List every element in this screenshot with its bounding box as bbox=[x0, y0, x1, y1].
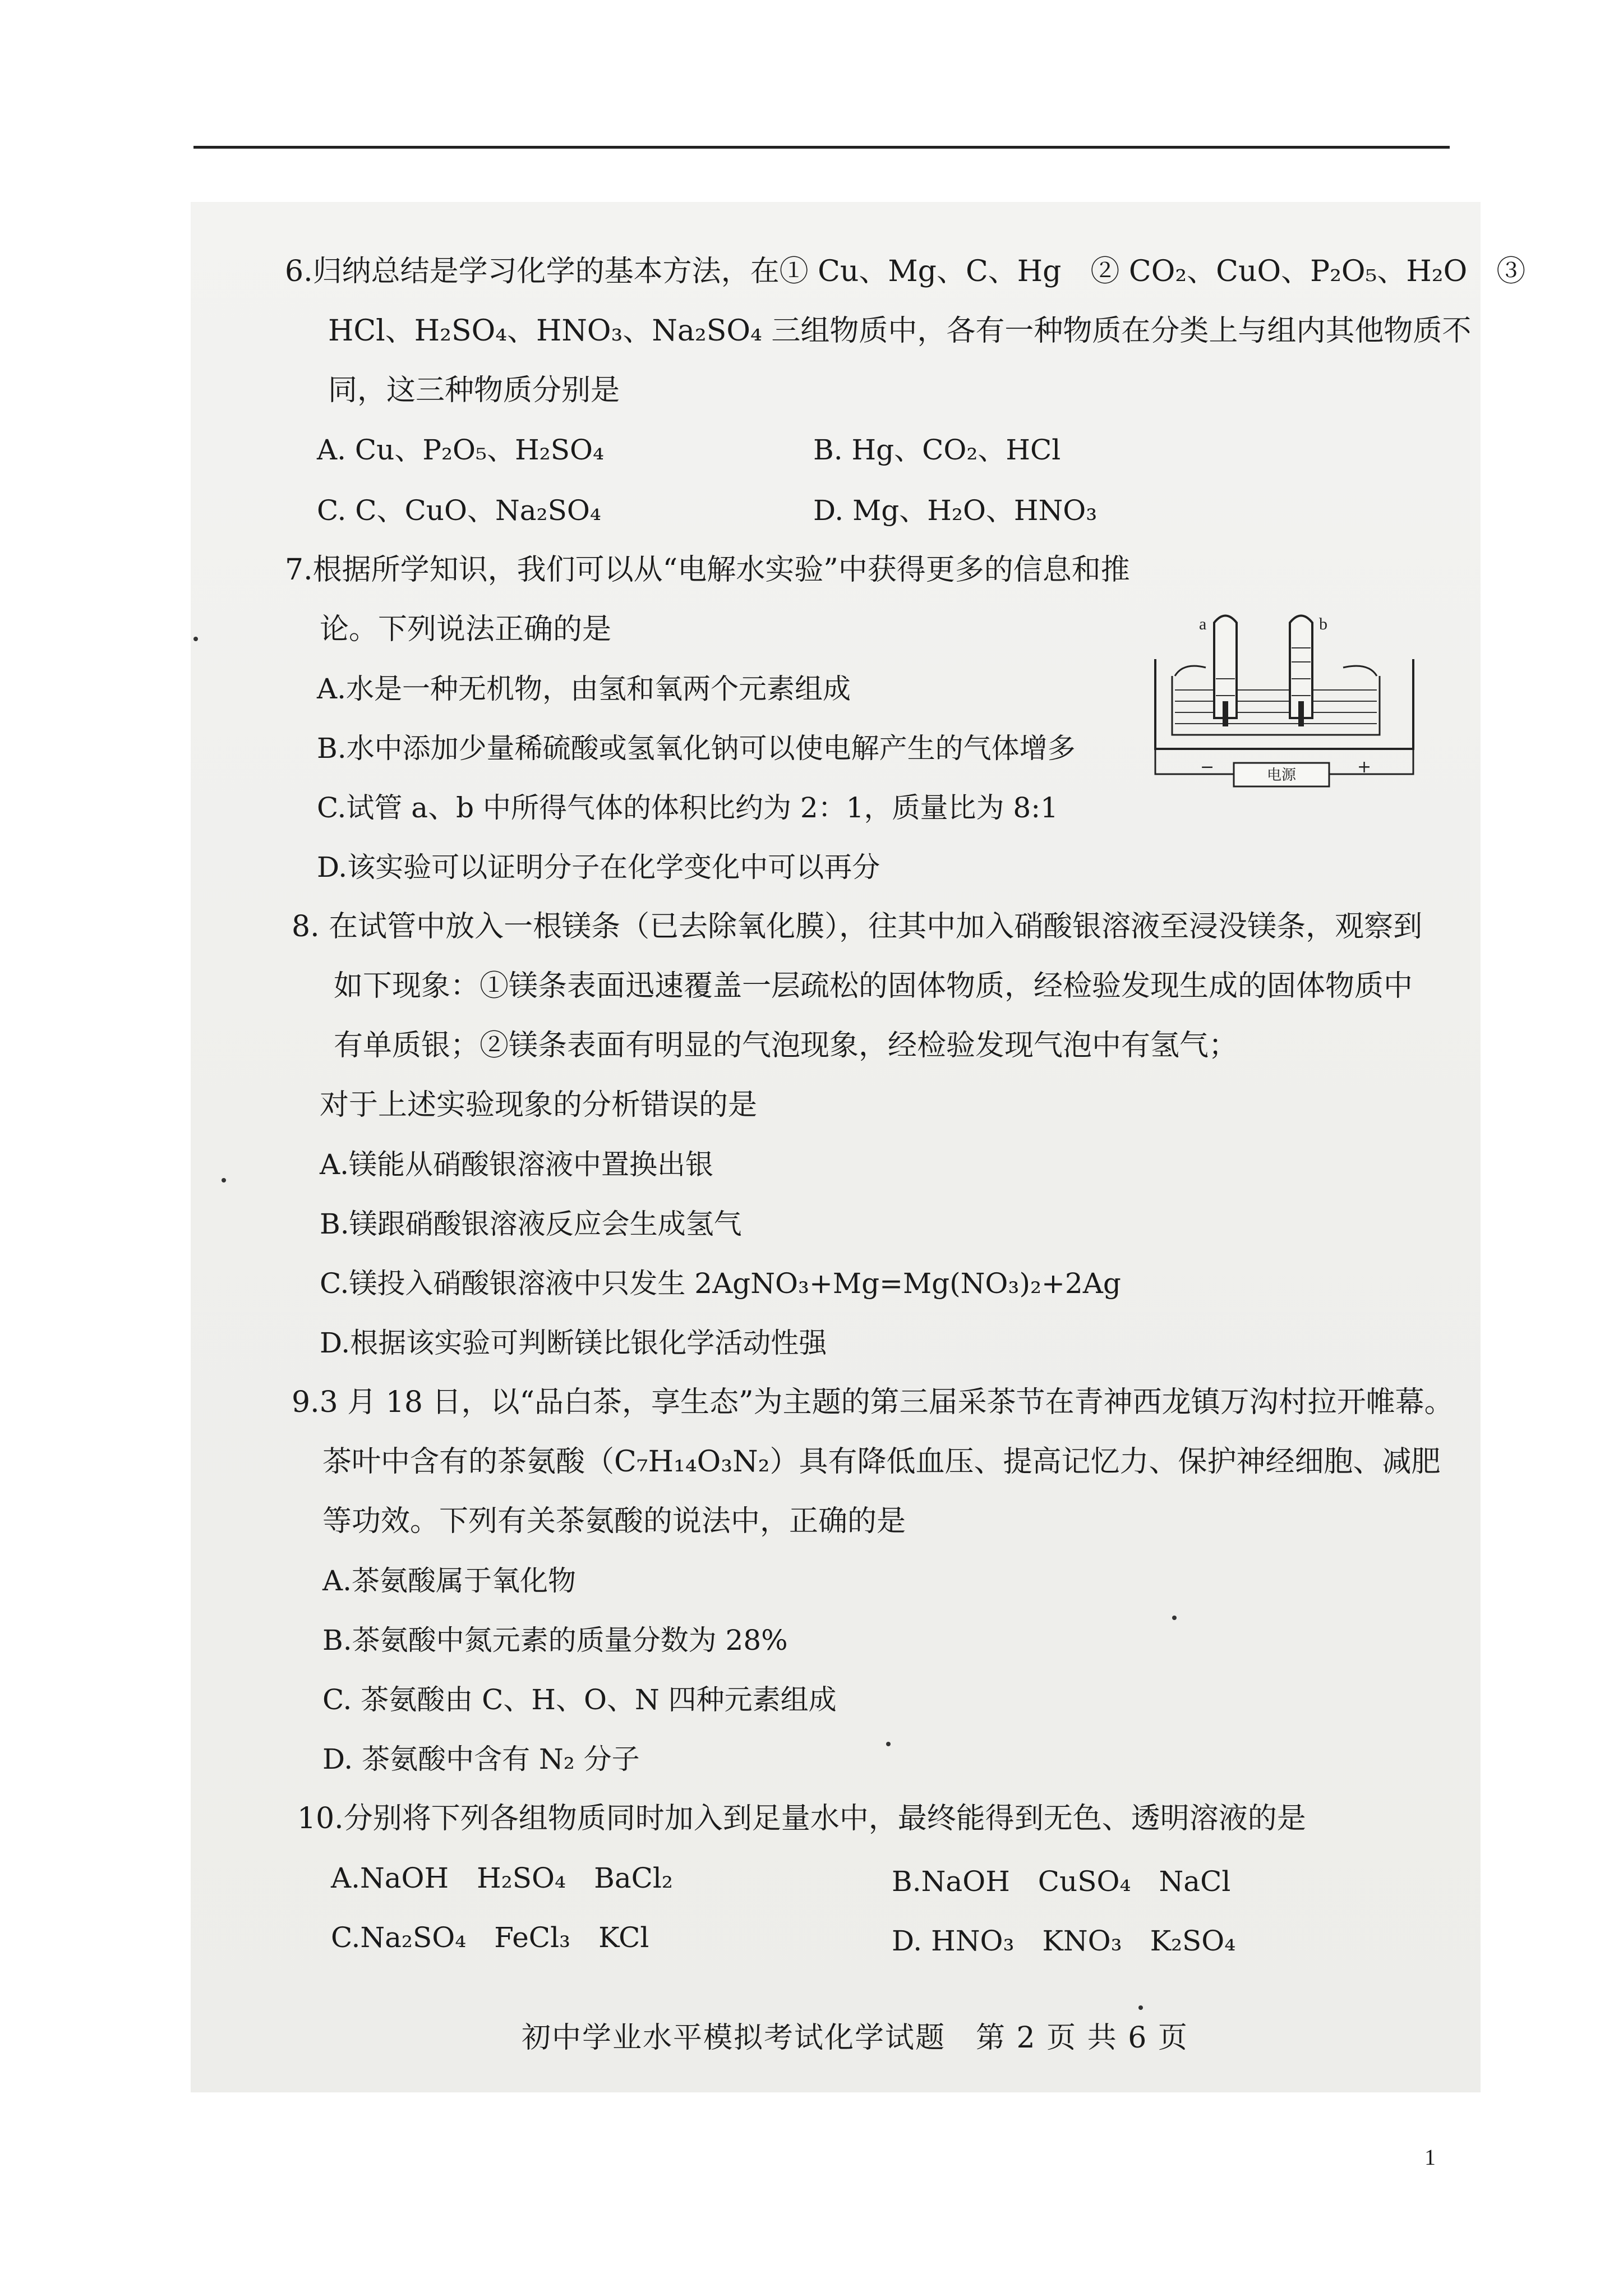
q8-option-c: C.镁投入硝酸银溶液中只发生 2AgNO₃+Mg=Mg(NO₃)₂+2Ag bbox=[320, 1267, 1121, 1300]
q6-option-c: C. C、CuO、Na₂SO₄ bbox=[317, 494, 601, 527]
q10-option-b: B.NaOH CuSO₄ NaCl bbox=[892, 1865, 1231, 1898]
q6-option-a: A. Cu、P₂O₅、H₂SO₄ bbox=[317, 434, 605, 466]
q9-line-2: 茶叶中含有的茶氨酸（C₇H₁₄O₃N₂）具有降低血压、提高记忆力、保护神经细胞、减肥 bbox=[322, 1445, 1441, 1479]
scan-speck bbox=[193, 637, 198, 641]
q7-option-d: D.该实验可以证明分子在化学变化中可以再分 bbox=[317, 851, 880, 884]
minus-sign: − bbox=[1200, 757, 1215, 777]
q8-line-1: 8. 在试管中放入一根镁条（已去除氧化膜），往其中加入硝酸银溶液至浸没镁条，观察到 bbox=[292, 910, 1423, 944]
q8-line-2: 如下现象：①镁条表面迅速覆盖一层疏松的固体物质，经检验发现生成的固体物质中 bbox=[334, 969, 1413, 1003]
page-number: 1 bbox=[1424, 2145, 1436, 2170]
plus-sign: + bbox=[1357, 757, 1372, 777]
q6-option-b: B. Hg、CO₂、HCl bbox=[813, 434, 1061, 466]
q10-line-1: 10.分别将下列各组物质同时加入到足量水中，最终能得到无色、透明溶液的是 bbox=[297, 1802, 1306, 1835]
scan-speck bbox=[1138, 2005, 1143, 2010]
q6-line-2: HCl、H₂SO₄、HNO₃、Na₂SO₄ 三组物质中，各有一种物质在分类上与组内其他物质不 bbox=[328, 314, 1472, 348]
q9-option-c: C. 茶氨酸由 C、H、O、N 四种元素组成 bbox=[322, 1683, 837, 1716]
q8-option-b: B.镁跟硝酸银溶液反应会生成氢气 bbox=[320, 1208, 742, 1240]
q10-option-d: D. HNO₃ KNO₃ K₂SO₄ bbox=[892, 1925, 1236, 1957]
q9-option-d: D. 茶氨酸中含有 N₂ 分子 bbox=[322, 1743, 640, 1775]
power-supply-label: 电源 bbox=[1266, 767, 1297, 784]
electrolysis-apparatus-diagram bbox=[1144, 606, 1424, 808]
scan-speck bbox=[886, 1742, 891, 1746]
q9-line-3: 等功效。下列有关茶氨酸的说法中，正确的是 bbox=[322, 1504, 906, 1538]
q7-line-2: 论。下列说法正确的是 bbox=[320, 613, 612, 646]
q8-line-4: 对于上述实验现象的分析错误的是 bbox=[320, 1088, 758, 1122]
q9-option-b: B.茶氨酸中氮元素的质量分数为 28% bbox=[322, 1624, 788, 1657]
scan-speck bbox=[1172, 1616, 1177, 1620]
tube-a-label: a bbox=[1199, 615, 1207, 633]
q6-line-3: 同，这三种物质分别是 bbox=[328, 374, 620, 407]
q7-option-b: B.水中添加少量稀硫酸或氢氧化钠可以使电解产生的气体增多 bbox=[317, 732, 1076, 765]
q7-option-c: C.试管 a、b 中所得气体的体积比约为 2：1，质量比为 8:1 bbox=[317, 792, 1058, 824]
q9-option-a: A.茶氨酸属于氧化物 bbox=[322, 1565, 577, 1597]
q10-option-a: A.NaOH H₂SO₄ BaCl₂ bbox=[331, 1862, 673, 1894]
scan-speck bbox=[222, 1178, 226, 1182]
q8-option-d: D.根据该实验可判断镁比银化学活动性强 bbox=[320, 1327, 827, 1359]
q10-option-c: C.Na₂SO₄ FeCl₃ KCl bbox=[331, 1921, 649, 1954]
q9-line-1: 9.3 月 18 日，以“品白茶，享生态”为主题的第三届采茶节在青神西龙镇万沟村拉开帷幕。 bbox=[292, 1386, 1454, 1419]
q8-option-a: A.镁能从硝酸银溶液中置换出银 bbox=[320, 1148, 714, 1181]
q6-line-1: 6.归纳总结是学习化学的基本方法，在① Cu、Mg、C、Hg ② CO₂、CuO、P₂O₅、H₂O ③ bbox=[285, 255, 1526, 288]
page-footer: 初中学业水平模拟考试化学试题 第 2 页 共 6 页 bbox=[522, 2021, 1188, 2055]
q7-option-a: A.水是一种无机物，由氢和氧两个元素组成 bbox=[317, 673, 851, 705]
q7-line-1: 7.根据所学知识，我们可以从“电解水实验”中获得更多的信息和推 bbox=[285, 553, 1130, 587]
top-rule bbox=[193, 146, 1450, 149]
q8-line-3: 有单质银；②镁条表面有明显的气泡现象，经检验发现气泡中有氢气； bbox=[334, 1029, 1238, 1062]
q6-option-d: D. Mg、H₂O、HNO₃ bbox=[813, 494, 1098, 527]
tube-b-label: b bbox=[1319, 615, 1327, 633]
